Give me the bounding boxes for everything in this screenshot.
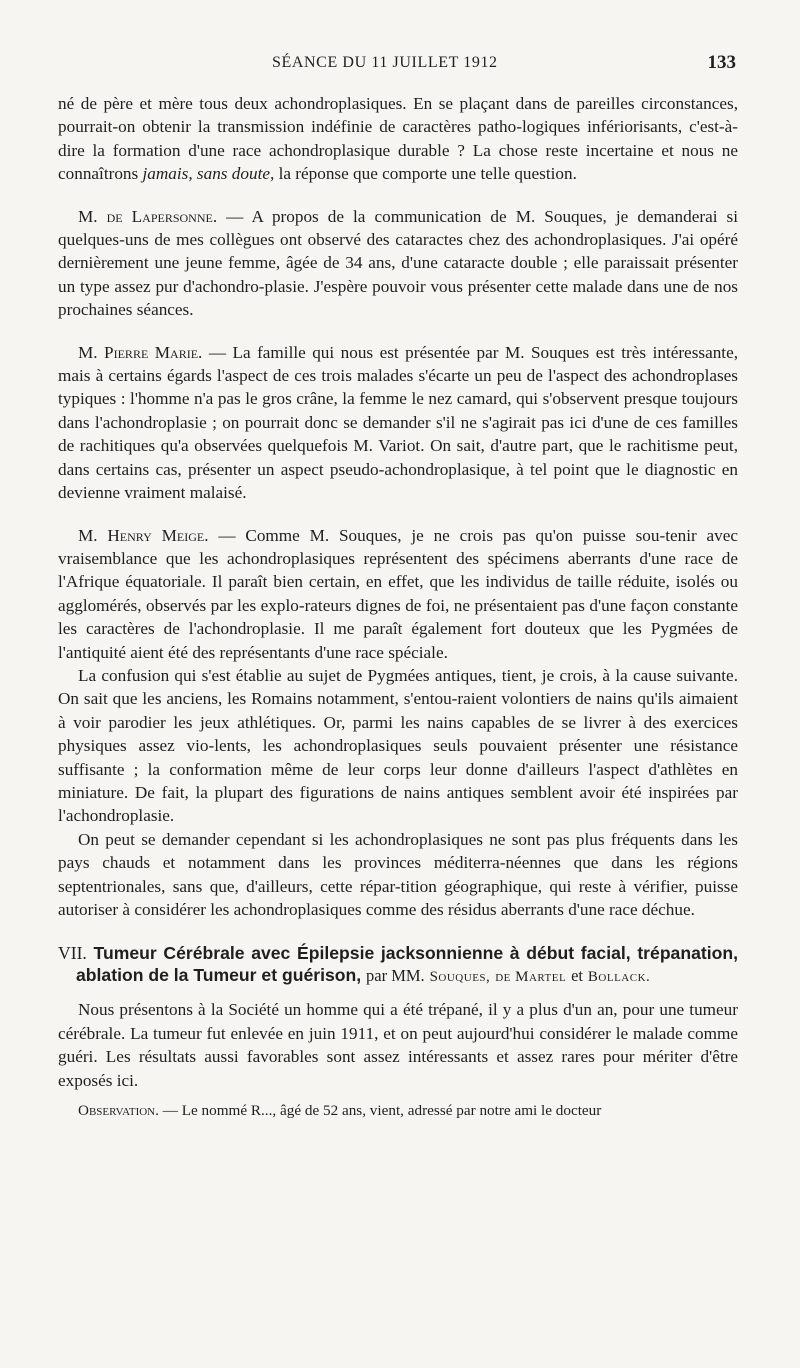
paragraph-meige-text: — Comme M. Souques, je ne crois pas qu'on puisse sou-tenir avec vraisemblance que les achondroplasiques représentent des spécimens aberrants d'une race de l'Afrique équatoriale. Il paraît bien certain, en effet, que les individus de taille réduite, isolés ou agglomérés, observés par les explo-rateurs dignes de foi, ne présentaient pas d'une façon constante les caractères de l'achondroplasie. Il me paraît également fort douteux que les Pygmées de l'antiquité aient été des représentants d'une race spéciale.: [58, 525, 739, 662]
paragraph-1-text: né de père et mère tous deux achondroplasiques. En se plaçant dans de pareilles circonstances, pourrait-on obtenir la transmission indéfinie de caractères patho-logiques infériorisants, c'est-à-dire la formation d'une race achondroplasique durable ? La chose reste incertaine et nous ne connaîtrons: [58, 94, 738, 184]
running-header: [0, 48, 800, 78]
author-souques: Souques,: [429, 969, 491, 986]
paragraph-5: La confusion qui s'est établie au sujet de Pygmées antiques, tient, je crois, à la cause suivante. On sait que les anciens, les Romains notamment, s'entou-raient volontiers de nains qu'ils aimaient à voir parodier les jeux athlétiques. Or, parmi les nains capables de se livrer à des exercices physiques assez vio-lents, les achondroplasiques seuls pouvaient présenter une résistance suffisante ; la conformation même de leur corps leur donne d'ailleurs l'aspect d'athlètes en miniature. De fait, la plupart des figurations de nains antiques semblent avoir été inspirées par l'achondroplasie.: [58, 665, 738, 826]
paragraph-1-end: la réponse que comporte une telle question.: [278, 164, 577, 184]
page-number: 133: [707, 52, 736, 73]
speaker-marie: M. Pierre Marie.: [78, 342, 203, 362]
paragraph-6: On peut se demander cependant si les achondroplasiques ne sont pas plus fréquents dans les pays chauds et notamment dans les provinces méditerra-néennes que dans les régions septentrionales, sans que, d'ailleurs, cette répar-tition géographique, qui reste à vérifier, puisse autoriser à considérer les achondroplasiques comme des résidus aberrants d'une race déchue.: [58, 829, 738, 919]
page-body: [58, 92, 738, 1121]
paragraph-lapersonne: [58, 205, 738, 322]
section-title: Tumeur Cérébrale avec Épilepsie jacksonnienne à début facial, trépanation, ablation de la Tumeur et guérison,: [76, 943, 739, 986]
paragraph-1-italic: jamais, sans doute,: [142, 164, 275, 184]
observation-paragraph: [58, 1100, 738, 1121]
speaker-meige: M. Henry Meige.: [78, 525, 209, 545]
paragraph-marie: [58, 341, 738, 505]
paragraph-lapersonne-text: — A propos de la communication de M. Souques, je demanderai si quelques-uns de mes collègues ont observé des cataractes chez des achondroplasiques. J'ai opéré dernièrement une jeune femme, âgée de 34 ans, d'une cataracte double ; elle paraissait présenter un type assez pur d'achondro-plasie. J'espère pouvoir vous présenter cette malade dans une de nos prochaines séances.: [58, 206, 739, 320]
paragraph-7: Nous présentons à la Société un homme qui a été trépané, il y a plus d'un an, pour une tumeur cérébrale. La tumeur fut enlevée en juin 1911, et on peut aujourd'hui considérer le malade comme guéri. Les résultats aussi favorables sont assez intéressants et assez rares pour mériter d'être exposés ici.: [58, 1000, 738, 1090]
section-heading: [58, 942, 738, 988]
section-by: par MM.: [366, 966, 425, 986]
speaker-lapersonne: M. de Lapersonne.: [78, 206, 218, 226]
paragraph-1: [58, 92, 738, 186]
observation-label: Observation.: [78, 1102, 159, 1120]
author-conjunction: et: [571, 966, 584, 986]
section-numeral: VII.: [58, 943, 87, 964]
observation-text: — Le nommé R..., âgé de 52 ans, vient, adressé par notre ami le docteur: [162, 1102, 602, 1120]
author-bollack: Bollack.: [587, 969, 651, 986]
paragraph-meige: [58, 524, 738, 664]
paragraph-marie-text: — La famille qui nous est présentée par M. Souques est très intéressante, mais à certains égards l'aspect de ces trois malades s'écarte un peu de l'aspect des achondroplases typiques : l'homme n'a pas le gros crâne, la femme le nez camard, qui s'observent presque toujours dans l'achondroplasie ; on pourrait donc se demander s'il ne s'agirait pas ici d'une de ces familles de rachitiques qu'a observées quelquefois M. Variot. On sait, d'autre part, que le rachitisme peut, dans certains cas, présenter un aspect pseudo-achondroplasique, à tel point que le diagnostic en devienne vraiment malaisé.: [58, 342, 738, 503]
running-title: SÉANCE DU 11 JUILLET 1912: [272, 54, 498, 71]
author-de-martel: de Martel: [495, 969, 567, 986]
